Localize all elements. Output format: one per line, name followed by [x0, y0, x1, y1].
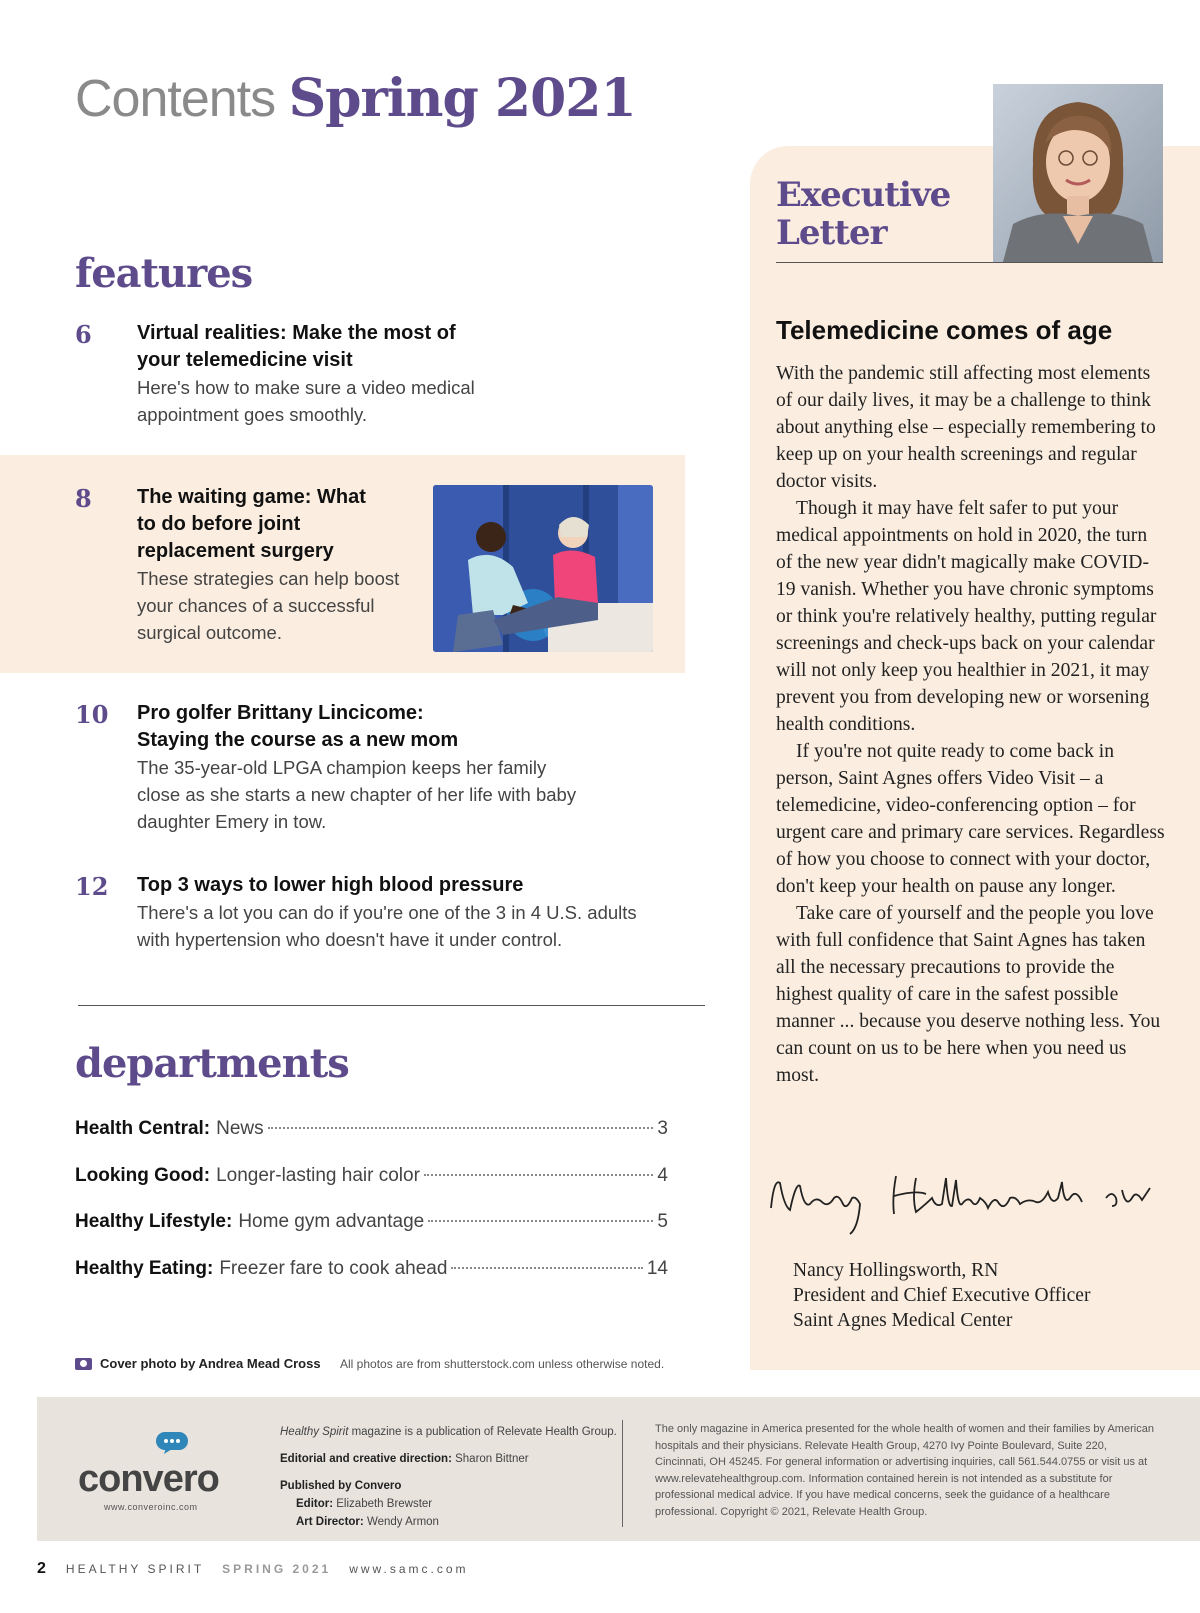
signatory-name: Nancy Hollingsworth, RN [793, 1260, 999, 1281]
letter-paragraph: With the pandemic still affecting most elements of our daily lives, it may be a challenge to think about anything else – especially remembering to keep up on your health screenings and regular doctor visits. [776, 363, 1156, 492]
feature-title: The waiting game: What to do before joint replacement surgery [137, 486, 366, 562]
letter-paragraph: Though it may have felt safer to put your medical appointments on hold in 2020, the turn of the new year didn't magically make COVID-19 vanish. Whether you have chronic symptoms or think you're relatively healthy, putting regular screenings and check-ups back on your calendar will not only keep you healthier in 2021, it may prevent you from developing new or worsening health conditions. [776, 498, 1157, 735]
art-director-label: Art Director: [296, 1516, 364, 1528]
department-item[interactable] [75, 1258, 668, 1280]
legal-notice: The only magazine in America presented for the whole health of women and their families by American hospitals and their physicians. Relevate Health Group, 4270 Ivy Pointe Boulevard, Suite 220, Cincinnati, OH 45245. For general information or advertising inquiries, call 561.544.0755 or visit us at www.relevatehealthgroup.com. Information contained herein is not intended as a substitute for professional medical advice. If you have medical concerns, seek the guidance of a healthcare professional. Copyright © 2021, Relevate Health Group. [655, 1423, 1154, 1518]
feature-title: Pro golfer Brittany Lincicome: Staying the course as a new mom [137, 702, 459, 751]
dot-leader [424, 1174, 654, 1176]
department-topic: News [216, 1118, 264, 1139]
website-link[interactable]: www.samc.com [349, 1562, 469, 1576]
convero-logo[interactable] [78, 1430, 238, 1510]
feature-description: There's a lot you can do if you're one of the 3 in 4 U.S. adults with hypertension who doesn't have it under control. [137, 902, 637, 950]
department-page: 14 [646, 1258, 668, 1279]
department-item[interactable] [75, 1118, 668, 1140]
department-label: Healthy Eating: [75, 1258, 214, 1279]
executive-heading-line1: Executive [776, 175, 951, 215]
camera-icon [75, 1358, 92, 1370]
signatory-title: President and Chief Executive Officer [793, 1285, 1091, 1306]
publication-info [280, 1423, 617, 1531]
editorial-label: Editorial and creative direction: [280, 1453, 452, 1465]
executive-heading-rule [776, 262, 1163, 263]
feature-page-number: 8 [75, 484, 92, 513]
department-label: Looking Good: [75, 1165, 211, 1186]
feature-page-number: 12 [75, 872, 109, 901]
dot-leader [268, 1127, 654, 1129]
feature-item[interactable] [75, 320, 665, 428]
department-label: Health Central: [75, 1118, 211, 1139]
page-title [75, 68, 636, 129]
art-director-value: Wendy Armon [366, 1516, 439, 1528]
speech-bubble-icon [156, 1432, 188, 1454]
cover-credit-text: Cover photo by Andrea Mead Cross [100, 1356, 321, 1371]
physical-therapy-photo [433, 485, 653, 652]
title-contents: Contents [75, 70, 276, 128]
photos-source-note: All photos are from shutterstock.com unless otherwise noted. [340, 1357, 665, 1371]
feature-page-number: 6 [75, 320, 92, 349]
feature-description: These strategies can help boost your chances of a successful surgical outcome. [137, 568, 400, 643]
feature-title: Virtual realities: Make the most of your telemedicine visit [137, 322, 456, 371]
feature-item[interactable] [75, 700, 665, 835]
feature-title: Top 3 ways to lower high blood pressure [137, 874, 524, 896]
logo-url: www.converoinc.com [104, 1502, 198, 1512]
title-season: Spring 2021 [288, 68, 636, 129]
published-by: Published by Convero [280, 1480, 402, 1492]
executive-heading-line2: Letter [776, 213, 887, 253]
logo-wordmark: convero [78, 1458, 219, 1500]
page-number: 2 [37, 1560, 46, 1577]
department-topic: Longer-lasting hair color [216, 1165, 420, 1186]
department-topic: Home gym advantage [238, 1211, 425, 1232]
dot-leader [428, 1220, 653, 1222]
letter-body [776, 360, 1166, 1089]
editor-value: Elizabeth Brewster [336, 1498, 433, 1510]
department-topic: Freezer fare to cook ahead [219, 1258, 448, 1279]
feature-description: Here's how to make sure a video medical appointment goes smoothly. [137, 377, 475, 425]
feature-page-number: 10 [75, 700, 109, 729]
issue-season: SPRING 2021 [222, 1562, 332, 1576]
executive-letter-heading [776, 176, 950, 252]
letter-title: Telemedicine comes of age [776, 315, 1113, 345]
departments-heading: departments [75, 1040, 349, 1087]
editorial-value: Sharon Bittner [455, 1453, 529, 1465]
department-item[interactable] [75, 1165, 668, 1187]
footer-vertical-rule [622, 1420, 623, 1527]
page-footer [37, 1560, 469, 1578]
editor-label: Editor: [296, 1498, 334, 1510]
magazine-name: Healthy Spirit [280, 1426, 349, 1438]
magazine-label: HEALTHY SPIRIT [65, 1562, 205, 1576]
cover-photo-credit [75, 1356, 321, 1371]
department-page: 3 [657, 1118, 668, 1139]
executive-portrait [993, 84, 1163, 262]
dot-leader [451, 1267, 642, 1269]
signatory-organization: Saint Agnes Medical Center [793, 1310, 1013, 1331]
letter-paragraph: If you're not quite ready to come back in person, Saint Agnes offers Video Visit – a telemedicine, video-conferencing option – for urgent care and primary care services. Regardless of how you choose to connect with your doctor, don't keep your health on pause any longer. [776, 741, 1165, 897]
section-divider [78, 1005, 705, 1006]
feature-item[interactable] [75, 872, 665, 953]
feature-description: The 35-year-old LPGA champion keeps her family close as she starts a new chapter of her life with baby daughter Emery in tow. [137, 757, 577, 832]
department-label: Healthy Lifestyle: [75, 1211, 233, 1232]
department-item[interactable] [75, 1211, 668, 1233]
features-heading: features [75, 250, 253, 297]
department-page: 5 [657, 1211, 668, 1232]
publication-line: magazine is a publication of Relevate Health Group. [348, 1426, 617, 1438]
signatory-block [793, 1258, 1090, 1333]
department-page: 4 [657, 1165, 668, 1186]
handwritten-signature [766, 1168, 1166, 1238]
letter-paragraph: Take care of yourself and the people you love with full confidence that Saint Agnes has taken all the necessary precautions to provide the highest quality of care in the safest possible manner ... because you deserve nothing less. You can count on us to be here when you need us most. [776, 903, 1161, 1086]
